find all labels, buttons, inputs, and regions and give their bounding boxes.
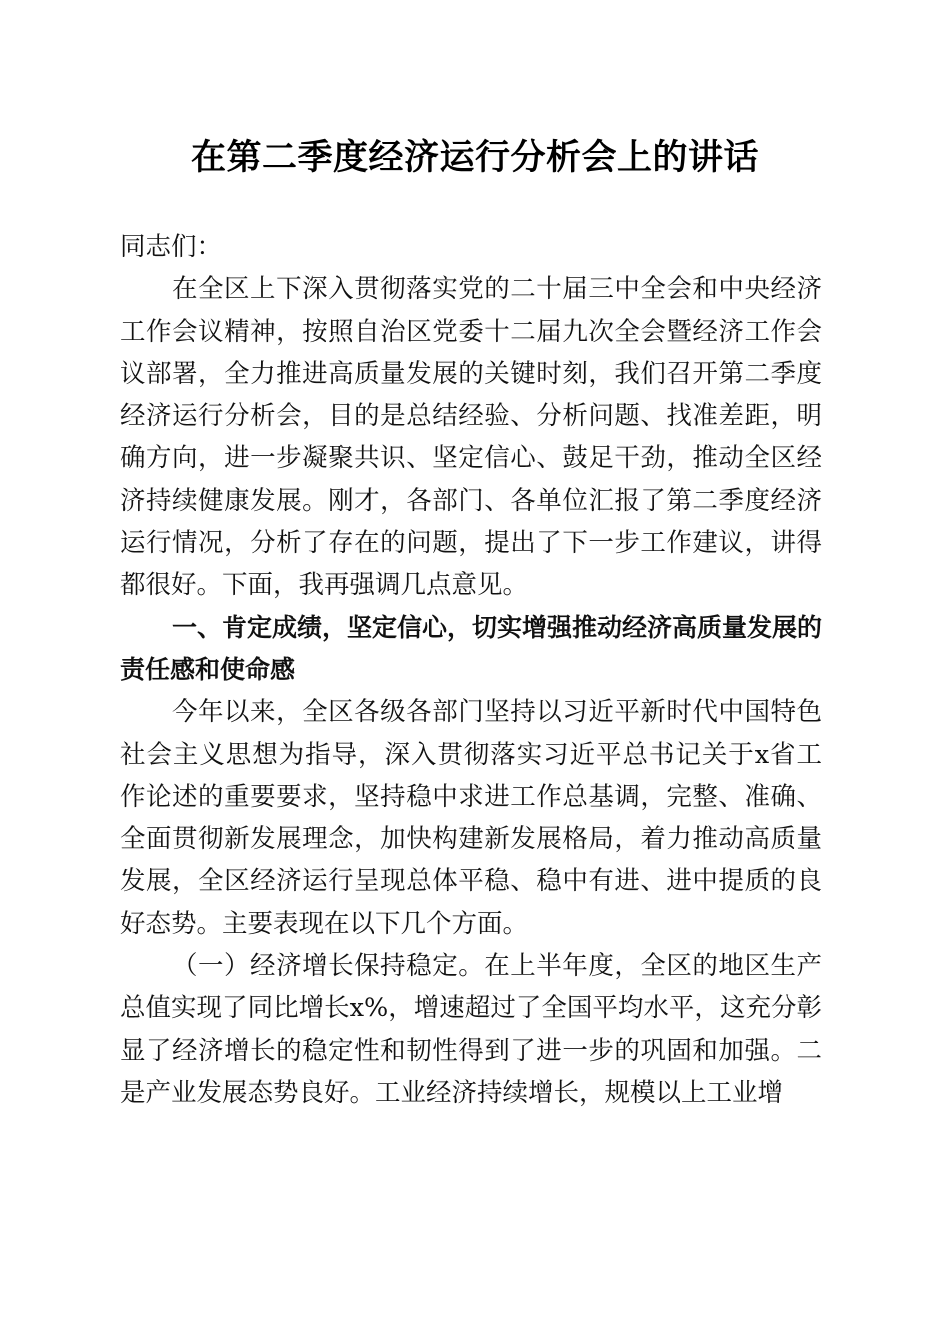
document-title: 在第二季度经济运行分析会上的讲话 — [190, 137, 759, 178]
growth-paragraph: （一）经济增长保持稳定。在上半年度，全区的地区生产总值实现了同比增长x%，增速超过了全国平均水平，这充分彰显了经济增长的稳定性和韧性得到了进一步的巩固和加强。二是产业发展态势良好。工业经济持续增长，规模以上工业增 — [120, 951, 822, 1108]
section-heading-1: 一、肯定成绩，坚定信心，切实增强推动经济高质量发展的责任感和使命感 — [120, 612, 823, 684]
document-body — [120, 226, 822, 1114]
intro-paragraph: 在全区上下深入贯彻落实党的二十届三中全会和中央经济工作会议精神，按照自治区党委十二届九次全会暨经济工作会议部署，全力推进高质量发展的关键时刻，我们召开第二季度经济运行分析会，目的是总结经验、分析问题、找准差距，明确方向，进一步凝聚共识、坚定信心、鼓足干劲，推动全区经济持续健康发展。刚才，各部门、各单位汇报了第二季度经济运行情况，分析了存在的问题，提出了下一步工作建议，讲得都很好。下面，我再强调几点意见。 — [120, 274, 822, 601]
salutation: 同志们： — [120, 232, 223, 262]
achievements-paragraph: 今年以来，全区各级各部门坚持以习近平新时代中国特色社会主义思想为指导，深入贯彻落实习近平总书记关于x省工作论述的重要要求，坚持稳中求进工作总基调，完整、准确、全面贯彻新发展理念，加快构建新发展格局，着力推动高质量发展，全区经济运行呈现总体平稳、稳中有进、进中提质的良好态势。主要表现在以下几个方面。 — [120, 697, 822, 939]
